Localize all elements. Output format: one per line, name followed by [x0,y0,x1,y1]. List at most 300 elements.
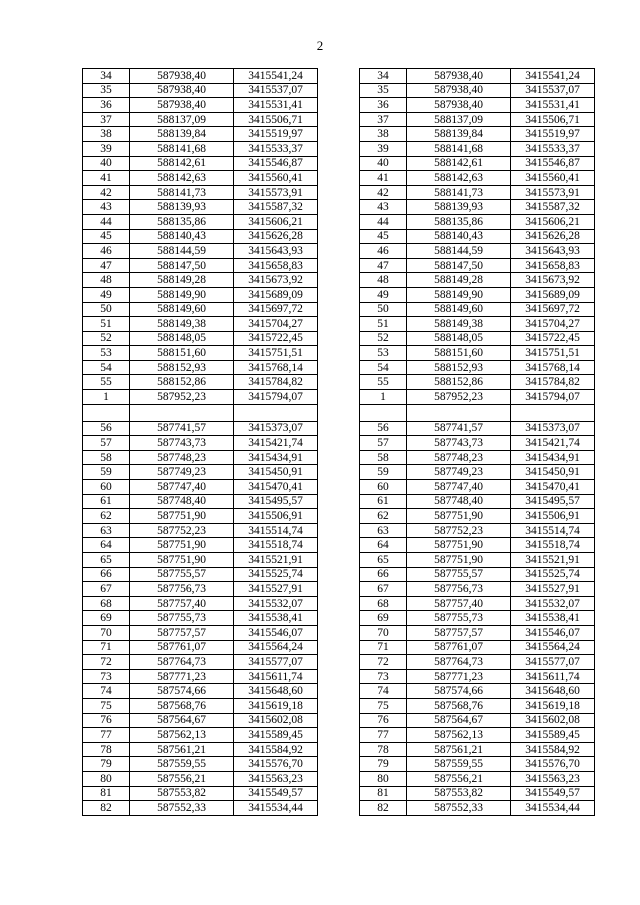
point-number-cell: 34 [360,69,407,84]
table-row [83,331,318,346]
point-number-cell: 40 [360,156,407,171]
table-row [83,302,318,317]
point-number-cell: 35 [360,83,407,98]
table-row [83,480,318,495]
point-number-cell: 38 [360,127,407,142]
x-coordinate-cell: 588142,61 [407,156,511,171]
table-row [360,258,595,273]
table-row [83,171,318,186]
x-coordinate-cell: 587938,40 [407,98,511,113]
y-coordinate-cell: 3415506,91 [511,509,595,524]
x-coordinate-cell: 588149,60 [407,302,511,317]
point-number-cell: 61 [360,494,407,509]
table-row [360,480,595,495]
table-row [83,465,318,480]
y-coordinate-cell: 3415421,74 [234,436,318,451]
table-row [360,317,595,332]
point-number-cell: 50 [83,302,130,317]
x-coordinate-cell: 587757,40 [130,596,234,611]
table-row [360,728,595,743]
point-number-cell: 62 [83,509,130,524]
x-coordinate-cell: 588149,38 [130,317,234,332]
x-coordinate-cell: 588144,59 [130,244,234,259]
y-coordinate-cell: 3415450,91 [234,465,318,480]
y-coordinate-cell: 3415577,07 [234,655,318,670]
point-number-cell: 38 [83,127,130,142]
point-number-cell: 64 [83,538,130,553]
coordinates-table-right [359,68,595,816]
point-number-cell: 66 [83,567,130,582]
table-row [83,127,318,142]
table-row [83,786,318,801]
point-number-cell: 46 [83,244,130,259]
table-row [360,786,595,801]
table-row [360,436,595,451]
point-number-cell: 58 [360,450,407,465]
x-coordinate-cell: 588149,60 [130,302,234,317]
point-number-cell: 42 [360,185,407,200]
x-coordinate-cell: 587938,40 [407,83,511,98]
x-coordinate-cell: 587756,73 [407,582,511,597]
table-row [83,229,318,244]
y-coordinate-cell: 3415658,83 [234,258,318,273]
point-number-cell: 58 [83,450,130,465]
x-coordinate-cell: 587757,57 [407,625,511,640]
table-row [83,611,318,626]
x-coordinate-cell: 587938,40 [130,69,234,84]
point-number-cell: 49 [83,287,130,302]
x-coordinate-cell: 588147,50 [407,258,511,273]
x-coordinate-cell: 588152,86 [130,375,234,390]
x-coordinate-cell: 587761,07 [407,640,511,655]
point-number-cell: 80 [360,771,407,786]
x-coordinate-cell: 588139,84 [130,127,234,142]
table-row [360,509,595,524]
y-coordinate-cell: 3415546,87 [234,156,318,171]
x-coordinate-cell: 587764,73 [130,655,234,670]
point-number-cell: 44 [360,214,407,229]
point-number-cell: 43 [83,200,130,215]
y-coordinate-cell: 3415673,92 [234,273,318,288]
point-number-cell: 81 [360,786,407,801]
x-coordinate-cell: 587552,33 [130,801,234,816]
point-number-cell: 66 [360,567,407,582]
point-number-cell: 69 [360,611,407,626]
y-coordinate-cell: 3415519,97 [511,127,595,142]
x-coordinate-cell: 587552,33 [407,801,511,816]
x-coordinate-cell: 587755,57 [130,567,234,582]
y-coordinate-cell [234,404,318,421]
point-number-cell: 57 [83,436,130,451]
x-coordinate-cell: 587749,23 [130,465,234,480]
y-coordinate-cell: 3415643,93 [511,244,595,259]
point-number-cell: 1 [360,390,407,405]
x-coordinate-cell: 587741,57 [407,421,511,436]
point-number-cell: 73 [360,669,407,684]
y-coordinate-cell: 3415576,70 [511,757,595,772]
x-coordinate-cell: 588140,43 [407,229,511,244]
x-coordinate-cell: 588152,93 [407,360,511,375]
x-coordinate-cell: 587743,73 [130,436,234,451]
point-number-cell: 55 [83,375,130,390]
table-row [83,360,318,375]
x-coordinate-cell: 587938,40 [130,83,234,98]
point-number-cell: 55 [360,375,407,390]
point-number-cell: 41 [83,171,130,186]
point-number-cell: 51 [83,317,130,332]
table-row [83,375,318,390]
y-coordinate-cell: 3415619,18 [511,698,595,713]
table-row [83,538,318,553]
x-coordinate-cell: 588135,86 [130,214,234,229]
table-row [83,156,318,171]
y-coordinate-cell [511,404,595,421]
point-number-cell: 74 [360,684,407,699]
y-coordinate-cell: 3415470,41 [234,480,318,495]
point-number-cell: 81 [83,786,130,801]
y-coordinate-cell: 3415722,45 [234,331,318,346]
table-row [360,360,595,375]
point-number-cell: 54 [83,360,130,375]
point-number-cell: 45 [360,229,407,244]
x-coordinate-cell: 587755,73 [407,611,511,626]
point-number-cell: 80 [83,771,130,786]
table-row [83,404,318,421]
y-coordinate-cell: 3415521,91 [511,553,595,568]
y-coordinate-cell: 3415514,74 [234,523,318,538]
x-coordinate-cell: 587741,57 [130,421,234,436]
x-coordinate-cell: 587757,57 [130,625,234,640]
table-row [360,713,595,728]
point-number-cell: 75 [83,698,130,713]
table-row [83,509,318,524]
point-number-cell: 71 [360,640,407,655]
point-number-cell: 63 [360,523,407,538]
y-coordinate-cell: 3415560,41 [511,171,595,186]
y-coordinate-cell: 3415673,92 [511,273,595,288]
x-coordinate-cell: 587751,90 [407,509,511,524]
point-number-cell: 43 [360,200,407,215]
table-row [360,390,595,405]
x-coordinate-cell [407,404,511,421]
table-row [83,214,318,229]
table-row [360,655,595,670]
table-row [360,450,595,465]
x-coordinate-cell: 587568,76 [130,698,234,713]
y-coordinate-cell: 3415546,07 [511,625,595,640]
y-coordinate-cell: 3415541,24 [234,69,318,84]
y-coordinate-cell: 3415495,57 [234,494,318,509]
y-coordinate-cell: 3415538,41 [234,611,318,626]
x-coordinate-cell: 588139,93 [407,200,511,215]
x-coordinate-cell: 588152,86 [407,375,511,390]
table-row [360,567,595,582]
table-row [83,567,318,582]
table-row [83,582,318,597]
x-coordinate-cell: 587749,23 [407,465,511,480]
y-coordinate-cell: 3415532,07 [234,596,318,611]
point-number-cell: 76 [360,713,407,728]
y-coordinate-cell: 3415546,07 [234,625,318,640]
table-row [83,655,318,670]
table-row [83,112,318,127]
table-row [360,669,595,684]
x-coordinate-cell: 588148,05 [407,331,511,346]
x-coordinate-cell: 587756,73 [130,582,234,597]
y-coordinate-cell: 3415626,28 [511,229,595,244]
y-coordinate-cell: 3415697,72 [234,302,318,317]
point-number-cell: 72 [83,655,130,670]
point-number-cell: 42 [83,185,130,200]
y-coordinate-cell: 3415768,14 [511,360,595,375]
table-row [360,698,595,713]
table-row [83,640,318,655]
table-row [360,742,595,757]
y-coordinate-cell: 3415751,51 [234,346,318,361]
point-number-cell: 60 [83,480,130,495]
table-row [360,229,595,244]
point-number-cell: 37 [360,112,407,127]
point-number-cell: 1 [83,390,130,405]
x-coordinate-cell: 588137,09 [130,112,234,127]
point-number-cell: 44 [83,214,130,229]
x-coordinate-cell: 587574,66 [130,684,234,699]
point-number-cell: 56 [360,421,407,436]
point-number-cell: 34 [83,69,130,84]
table-row [83,684,318,699]
table-row [360,200,595,215]
point-number-cell: 75 [360,698,407,713]
x-coordinate-cell: 588148,05 [130,331,234,346]
table-row [83,494,318,509]
table-row [360,421,595,436]
point-number-cell: 70 [83,625,130,640]
table-row [360,302,595,317]
table-row [83,771,318,786]
x-coordinate-cell: 587752,23 [130,523,234,538]
y-coordinate-cell: 3415538,41 [511,611,595,626]
table-row [83,83,318,98]
table-row [83,273,318,288]
y-coordinate-cell: 3415549,57 [234,786,318,801]
y-coordinate-cell: 3415564,24 [234,640,318,655]
table-row [83,258,318,273]
y-coordinate-cell: 3415768,14 [234,360,318,375]
y-coordinate-cell: 3415658,83 [511,258,595,273]
table-row [360,287,595,302]
y-coordinate-cell: 3415373,07 [234,421,318,436]
table-row [83,346,318,361]
table-row [83,742,318,757]
x-coordinate-cell: 588135,86 [407,214,511,229]
table-row [360,69,595,84]
y-coordinate-cell: 3415560,41 [234,171,318,186]
y-coordinate-cell: 3415584,92 [234,742,318,757]
table-row [83,200,318,215]
x-coordinate-cell: 587559,55 [130,757,234,772]
point-number-cell: 78 [360,742,407,757]
y-coordinate-cell: 3415564,24 [511,640,595,655]
x-coordinate-cell: 587938,40 [407,69,511,84]
y-coordinate-cell: 3415531,41 [511,98,595,113]
x-coordinate-cell: 587564,67 [130,713,234,728]
x-coordinate-cell: 587553,82 [130,786,234,801]
x-coordinate-cell: 588137,09 [407,112,511,127]
y-coordinate-cell: 3415611,74 [511,669,595,684]
x-coordinate-cell: 587568,76 [407,698,511,713]
point-number-cell: 53 [360,346,407,361]
point-number-cell: 36 [360,98,407,113]
table-row [360,244,595,259]
table-row [83,757,318,772]
y-coordinate-cell: 3415541,24 [511,69,595,84]
x-coordinate-cell: 587556,21 [130,771,234,786]
y-coordinate-cell: 3415546,87 [511,156,595,171]
x-coordinate-cell: 587771,23 [130,669,234,684]
y-coordinate-cell: 3415722,45 [511,331,595,346]
point-number-cell: 45 [83,229,130,244]
y-coordinate-cell: 3415434,91 [511,450,595,465]
point-number-cell [83,404,130,421]
x-coordinate-cell: 587562,13 [130,728,234,743]
x-coordinate-cell: 587562,13 [407,728,511,743]
y-coordinate-cell: 3415519,97 [234,127,318,142]
x-coordinate-cell: 587938,40 [130,98,234,113]
point-number-cell: 61 [83,494,130,509]
x-coordinate-cell: 587755,73 [130,611,234,626]
point-number-cell: 47 [83,258,130,273]
table-row [360,801,595,816]
table-row [83,436,318,451]
x-coordinate-cell: 587574,66 [407,684,511,699]
point-number-cell: 68 [83,596,130,611]
point-number-cell: 79 [360,757,407,772]
table-row [360,523,595,538]
point-number-cell: 54 [360,360,407,375]
y-coordinate-cell: 3415506,71 [234,112,318,127]
y-coordinate-cell: 3415589,45 [234,728,318,743]
x-coordinate-cell: 587561,21 [407,742,511,757]
x-coordinate-cell: 588142,63 [130,171,234,186]
y-coordinate-cell: 3415434,91 [234,450,318,465]
y-coordinate-cell: 3415751,51 [511,346,595,361]
point-number-cell: 37 [83,112,130,127]
table-row [83,141,318,156]
table-row [360,640,595,655]
x-coordinate-cell: 587757,40 [407,596,511,611]
y-coordinate-cell: 3415697,72 [511,302,595,317]
table-row [83,625,318,640]
x-coordinate-cell: 588152,93 [130,360,234,375]
point-number-cell: 76 [83,713,130,728]
x-coordinate-cell: 587747,40 [407,480,511,495]
table-row [360,98,595,113]
point-number-cell: 67 [83,582,130,597]
y-coordinate-cell: 3415606,21 [511,214,595,229]
x-coordinate-cell: 587752,23 [407,523,511,538]
x-coordinate-cell: 588139,84 [407,127,511,142]
table-row [360,141,595,156]
point-number-cell: 71 [83,640,130,655]
y-coordinate-cell: 3415602,08 [234,713,318,728]
table-row [360,538,595,553]
table-row [360,404,595,421]
table-row [83,421,318,436]
x-coordinate-cell: 588141,73 [130,185,234,200]
y-coordinate-cell: 3415794,07 [511,390,595,405]
point-number-cell: 48 [360,273,407,288]
point-number-cell: 39 [83,141,130,156]
table-row [360,494,595,509]
x-coordinate-cell: 587748,40 [407,494,511,509]
y-coordinate-cell: 3415527,91 [511,582,595,597]
y-coordinate-cell: 3415518,74 [511,538,595,553]
y-coordinate-cell: 3415573,91 [511,185,595,200]
table-row [83,801,318,816]
x-coordinate-cell: 587559,55 [407,757,511,772]
x-coordinate-cell: 588149,38 [407,317,511,332]
point-number-cell: 52 [83,331,130,346]
y-coordinate-cell: 3415602,08 [511,713,595,728]
x-coordinate-cell: 588149,90 [407,287,511,302]
x-coordinate-cell: 588140,43 [130,229,234,244]
page-number: 2 [316,38,324,53]
y-coordinate-cell: 3415525,74 [511,567,595,582]
point-number-cell: 64 [360,538,407,553]
y-coordinate-cell: 3415495,57 [511,494,595,509]
x-coordinate-cell: 588149,28 [407,273,511,288]
table-row [83,713,318,728]
y-coordinate-cell: 3415648,60 [511,684,595,699]
table-row [83,596,318,611]
y-coordinate-cell: 3415704,27 [511,317,595,332]
table-row [83,69,318,84]
x-coordinate-cell: 587556,21 [407,771,511,786]
y-coordinate-cell: 3415533,37 [234,141,318,156]
x-coordinate-cell: 588149,90 [130,287,234,302]
table-row [83,523,318,538]
point-number-cell: 50 [360,302,407,317]
point-number-cell: 48 [83,273,130,288]
y-coordinate-cell: 3415506,71 [511,112,595,127]
table-row [83,669,318,684]
y-coordinate-cell: 3415577,07 [511,655,595,670]
y-coordinate-cell: 3415563,23 [234,771,318,786]
table-row [360,83,595,98]
table-row [83,185,318,200]
point-number-cell: 67 [360,582,407,597]
y-coordinate-cell: 3415689,09 [234,287,318,302]
point-number-cell: 63 [83,523,130,538]
x-coordinate-cell: 587748,23 [130,450,234,465]
table-row [360,771,595,786]
x-coordinate-cell: 587764,73 [407,655,511,670]
table-row [360,346,595,361]
y-coordinate-cell: 3415587,32 [511,200,595,215]
point-number-cell: 78 [83,742,130,757]
x-coordinate-cell: 587564,67 [407,713,511,728]
table-row [360,171,595,186]
y-coordinate-cell: 3415626,28 [234,229,318,244]
y-coordinate-cell: 3415518,74 [234,538,318,553]
point-number-cell: 62 [360,509,407,524]
y-coordinate-cell: 3415525,74 [234,567,318,582]
table-row [83,553,318,568]
point-number-cell: 82 [83,801,130,816]
x-coordinate-cell: 588141,68 [130,141,234,156]
table-row [360,465,595,480]
y-coordinate-cell: 3415534,44 [234,801,318,816]
